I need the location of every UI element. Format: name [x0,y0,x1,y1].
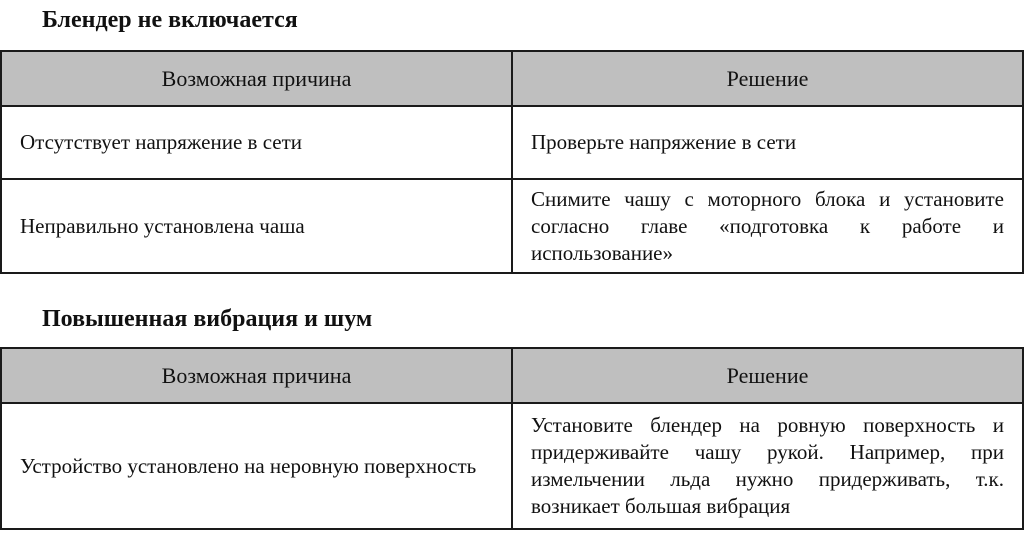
solution-cell: Проверьте напряжение в сети [512,106,1023,179]
column-header-cause: Возможная причина [1,51,512,106]
cause-cell: Устройство установлено на неровную поверхность [1,403,512,529]
table-row [1,179,1023,273]
cause-cell: Отсутствует напряжение в сети [1,106,512,179]
solution-cell: Установите блендер на ровную поверхность и придерживайте чашу рукой. Например, при измельчении льда нужно придерживать, т.к. возникает большая вибрация [512,403,1023,529]
column-header-cause: Возможная причина [1,348,512,403]
column-header-solution: Решение [512,51,1023,106]
table-header-row [1,51,1023,106]
troubleshooting-table-vibration-noise [0,347,1024,530]
cause-cell: Неправильно установлена чаша [1,179,512,273]
table-row [1,403,1023,529]
column-header-solution: Решение [512,348,1023,403]
solution-cell: Снимите чашу с моторного блока и установите согласно главе «подготовка к работе и использование» [512,179,1023,273]
section-title-not-turning-on: Блендер не включается [42,7,298,33]
section-title-vibration-noise: Повышенная вибрация и шум [42,306,373,332]
table-row [1,106,1023,179]
troubleshooting-table-not-turning-on [0,50,1024,274]
table-header-row [1,348,1023,403]
